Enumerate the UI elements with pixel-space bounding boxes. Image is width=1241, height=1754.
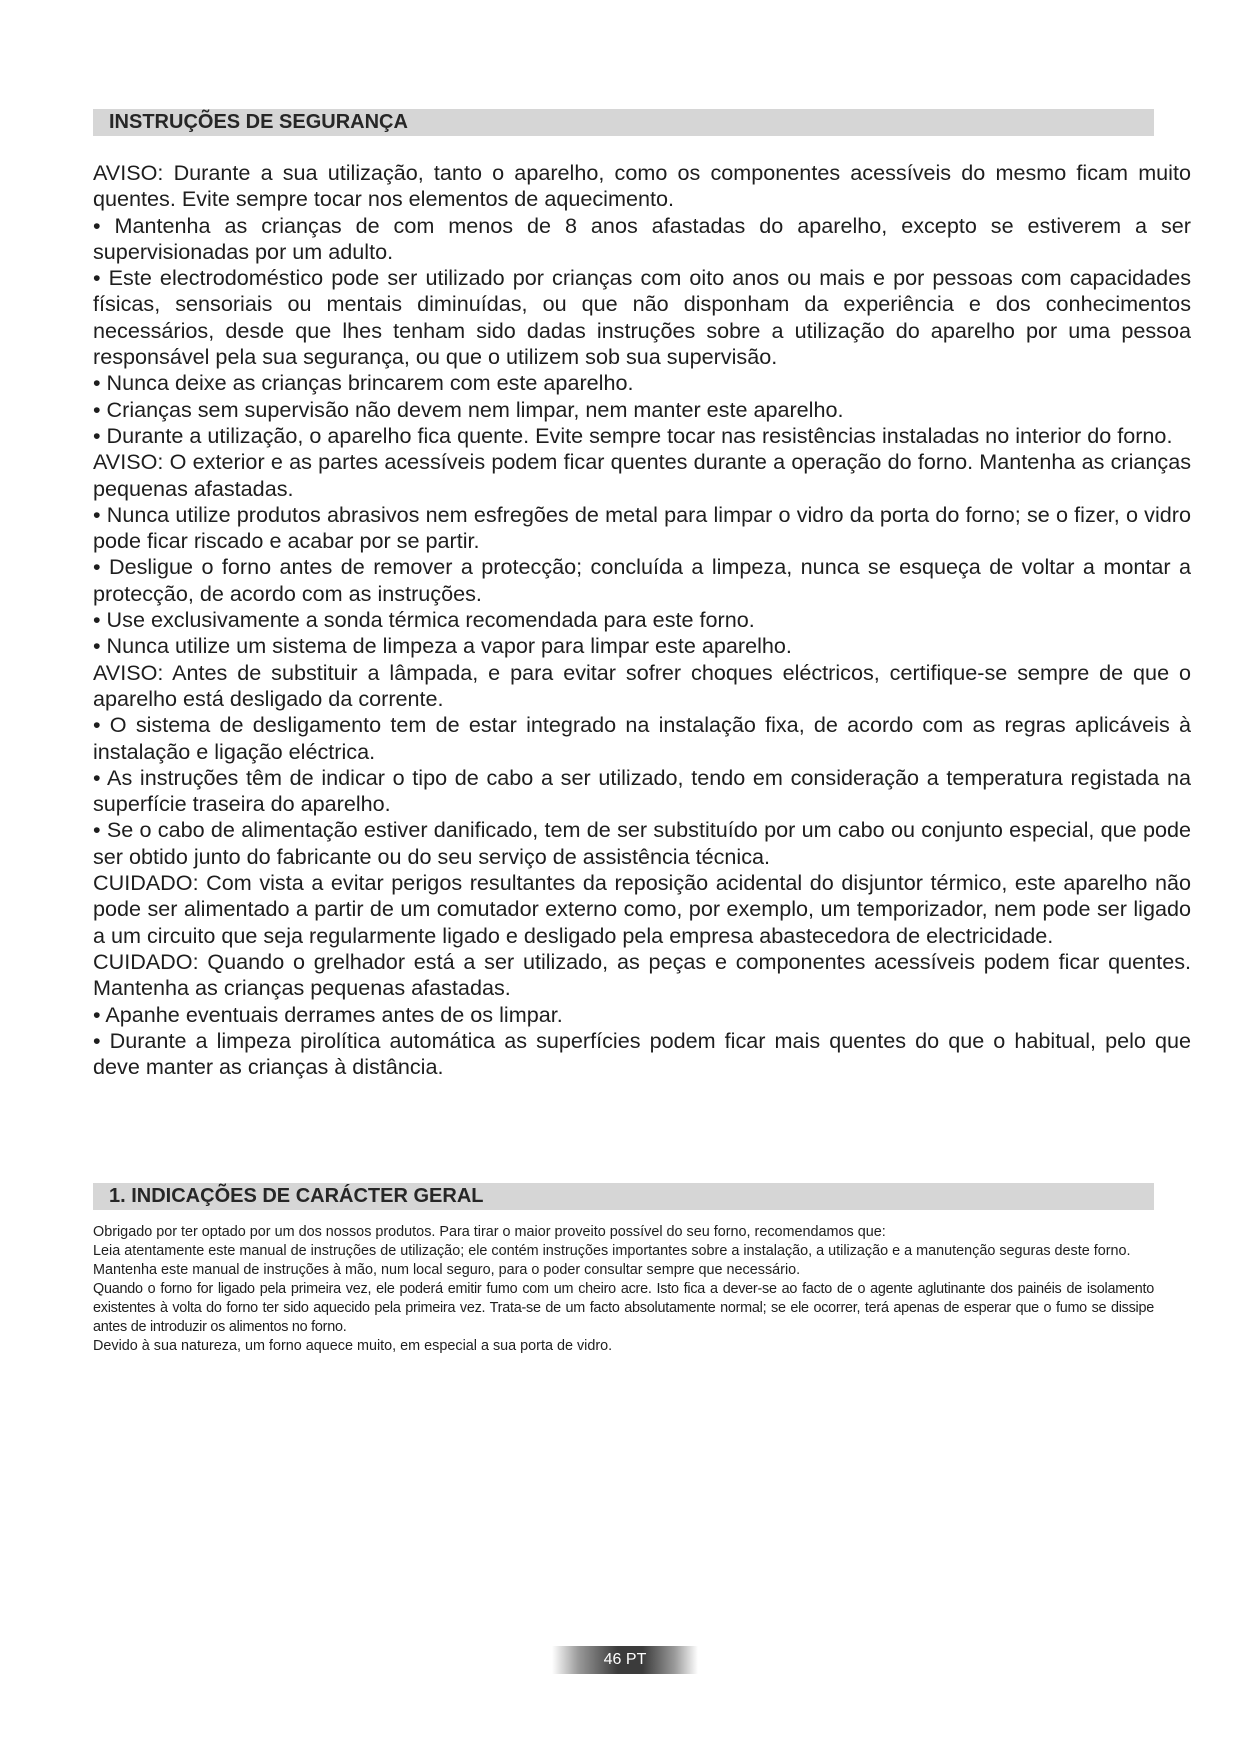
safety-paragraph: • Durante a utilização, o aparelho fica quente. Evite sempre tocar nas resistências instaladas no interior do forno.	[93, 422, 1173, 448]
section-header-general-indications: 1. INDICAÇÕES DE CARÁCTER GERAL	[93, 1183, 1154, 1210]
general-paragraph: Quando o forno for ligado pela primeira vez, ele poderá emitir fumo com um cheiro acre. Isto fica a dever-se ao facto de o agente aglutinante dos painéis de isolamento existentes à volta do forno ter sido aquecido pela primeira vez. Trata-se de um facto absolutamente normal; se ele ocorrer, terá apenas de esperar que o fumo se dissipe antes de introduzir os alimentos no forno.	[93, 1281, 1154, 1335]
general-indications-body	[93, 1223, 1154, 1356]
safety-paragraph: • Use exclusivamente a sonda térmica recomendada para este forno.	[93, 607, 755, 633]
page-number-badge: 46 PT	[552, 1646, 698, 1674]
safety-paragraph: CUIDADO: Quando o grelhador está a ser utilizado, as peças e componentes acessíveis podem ficar quentes. Mantenha as crianças pequenas afastadas.	[93, 948, 1191, 1001]
general-paragraph: Mantenha este manual de instruções à mão, num local seguro, para o poder consultar sempre que necessário.	[93, 1262, 801, 1278]
safety-paragraph: AVISO: Antes de substituir a lâmpada, e para evitar sofrer choques eléctricos, certifique-se sempre de que o aparelho está desligado da corrente.	[93, 659, 1191, 711]
safety-paragraph: • Nunca deixe as crianças brincarem com este aparelho.	[93, 370, 634, 396]
safety-paragraph: • Durante a limpeza pirolítica automática as superfícies podem ficar mais quentes do que o habitual, pelo que deve manter as crianças à distância.	[93, 1027, 1191, 1080]
safety-paragraph: • O sistema de desligamento tem de estar integrado na instalação fixa, de acordo com as regras aplicáveis à instalação e ligação eléctrica.	[93, 712, 1191, 764]
safety-paragraph: CUIDADO: Com vista a evitar perigos resultantes da reposição acidental do disjuntor térmico, este aparelho não pode ser alimentado a partir de um comutador externo como, por exemplo, um temporizador, nem pode ser ligado a um circuito que seja regularmente ligado e desligado pela empresa abastecedora de electricidade.	[93, 870, 1191, 948]
safety-paragraph: • Nunca utilize produtos abrasivos nem esfregões de metal para limpar o vidro da porta do forno; se o fizer, o vidro pode ficar riscado e acabar por se partir.	[93, 501, 1191, 554]
safety-paragraph: • Apanhe eventuais derrames antes de os limpar.	[93, 1001, 563, 1027]
safety-instructions-body	[93, 160, 1191, 1080]
general-paragraph: Devido à sua natureza, um forno aquece muito, em especial a sua porta de vidro.	[93, 1338, 613, 1354]
safety-paragraph: • Mantenha as crianças de com menos de 8 anos afastadas do aparelho, excepto se estiverem a ser supervisionadas por um adulto.	[93, 212, 1191, 264]
general-paragraph: Leia atentamente este manual de instruções de utilização; ele contém instruções importantes sobre a instalação, a utilização e a manutenção seguras deste forno.	[93, 1243, 1131, 1259]
safety-paragraph: AVISO: O exterior e as partes acessíveis podem ficar quentes durante a operação do forno. Mantenha as crianças pequenas afastadas.	[93, 449, 1191, 501]
safety-paragraph: • Crianças sem supervisão não devem nem limpar, nem manter este aparelho.	[93, 396, 844, 422]
safety-paragraph: • As instruções têm de indicar o tipo de cabo a ser utilizado, tendo em consideração a temperatura registada na superfície traseira do aparelho.	[93, 764, 1191, 817]
safety-paragraph: • Este electrodoméstico pode ser utilizado por crianças com oito anos ou mais e por pessoas com capacidades físicas, sensoriais ou mentais diminuídas, ou que não disponham da experiência e dos conhecimentos necessários, desde que lhes tenham sido dadas instruções sobre a utilização do aparelho por uma pessoa responsável pela sua segurança, ou que o utilizem sob sua supervisão.	[93, 265, 1191, 370]
safety-paragraph: • Se o cabo de alimentação estiver danificado, tem de ser substituído por um cabo ou conjunto especial, que pode ser obtido junto do fabricante ou do seu serviço de assistência técnica.	[93, 817, 1191, 869]
safety-paragraph: • Desligue o forno antes de remover a protecção; concluída a limpeza, nunca se esqueça de voltar a montar a protecção, de acordo com as instruções.	[93, 554, 1191, 606]
safety-paragraph: AVISO: Durante a sua utilização, tanto o aparelho, como os componentes acessíveis do mesmo ficam muito quentes. Evite sempre tocar nos elementos de aquecimento.	[93, 160, 1191, 212]
safety-paragraph: • Nunca utilize um sistema de limpeza a vapor para limpar este aparelho.	[93, 633, 792, 659]
section-header-safety-instructions: INSTRUÇÕES DE SEGURANÇA	[93, 109, 1154, 136]
general-paragraph: Obrigado por ter optado por um dos nossos produtos. Para tirar o maior proveito possível do seu forno, recomendamos que:	[93, 1224, 886, 1240]
